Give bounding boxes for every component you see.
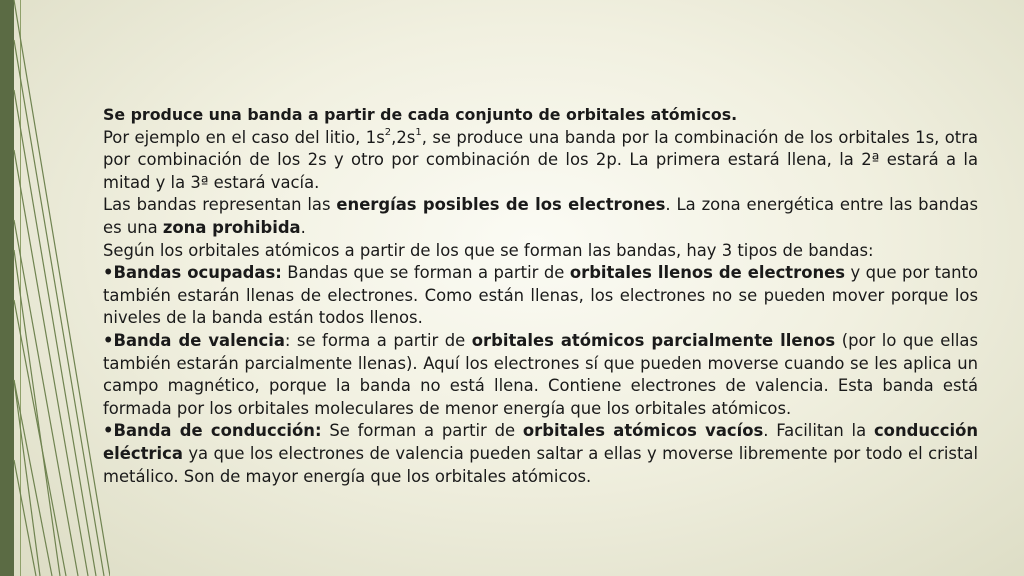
paragraph-lithium-example: Por ejemplo en el caso del litio, $1s^2,2s^1$, se produce una banda por la combinación de los orbitales 1s, otra por combinación de los 2s y otro por combinación de los 2p. La primera estará llena, la 2ª estará a la mitad y la 3ª estará vacía. (103, 127, 978, 192)
bullet-valence-band: •Banda de valencia: se forma a partir de orbitales atómicos parcialmente llenos (por lo que ellas también estarán parcialmente llenas). Aquí los electrones sí que pueden moverse cuando se les aplica un campo magnético, porque la banda no está llena. Contiene electrones de valencia. Esta banda está formada por los orbitales moleculares de menor energía que los orbitales atómicos. (103, 330, 979, 418)
decorative-lines-graphic (0, 0, 110, 576)
paragraph-intro: Se produce una banda a partir de cada conjunto de orbitales atómicos. (103, 105, 738, 124)
bullet-occupied-bands: •Bandas ocupadas: Bandas que se forman a partir de orbitales llenos de electrones y que por tanto también estarán llenas de electrones. Como están llenas, los electrones no se pueden mover porque los niveles de la banda están todos llenos. (103, 263, 978, 328)
slide-body (103, 104, 978, 488)
paragraph-band-energies: Las bandas representan las energías posibles de los electrones. La zona energética entre las bandas es una zona prohibida. (103, 195, 978, 237)
paragraph-band-types-intro: Según los orbitales atómicos a partir de los que se forman las bandas, hay 3 tipos de bandas: (103, 240, 874, 260)
bullet-conduction-band: •Banda de conducción: Se forman a partir de orbitales atómicos vacíos. Facilitan la conducción eléctrica ya que los electrones de valencia pueden saltar a ellas y moverse libremente por todo el cristal metálico. Son de mayor energía que los orbitales atómicos. (103, 421, 978, 486)
